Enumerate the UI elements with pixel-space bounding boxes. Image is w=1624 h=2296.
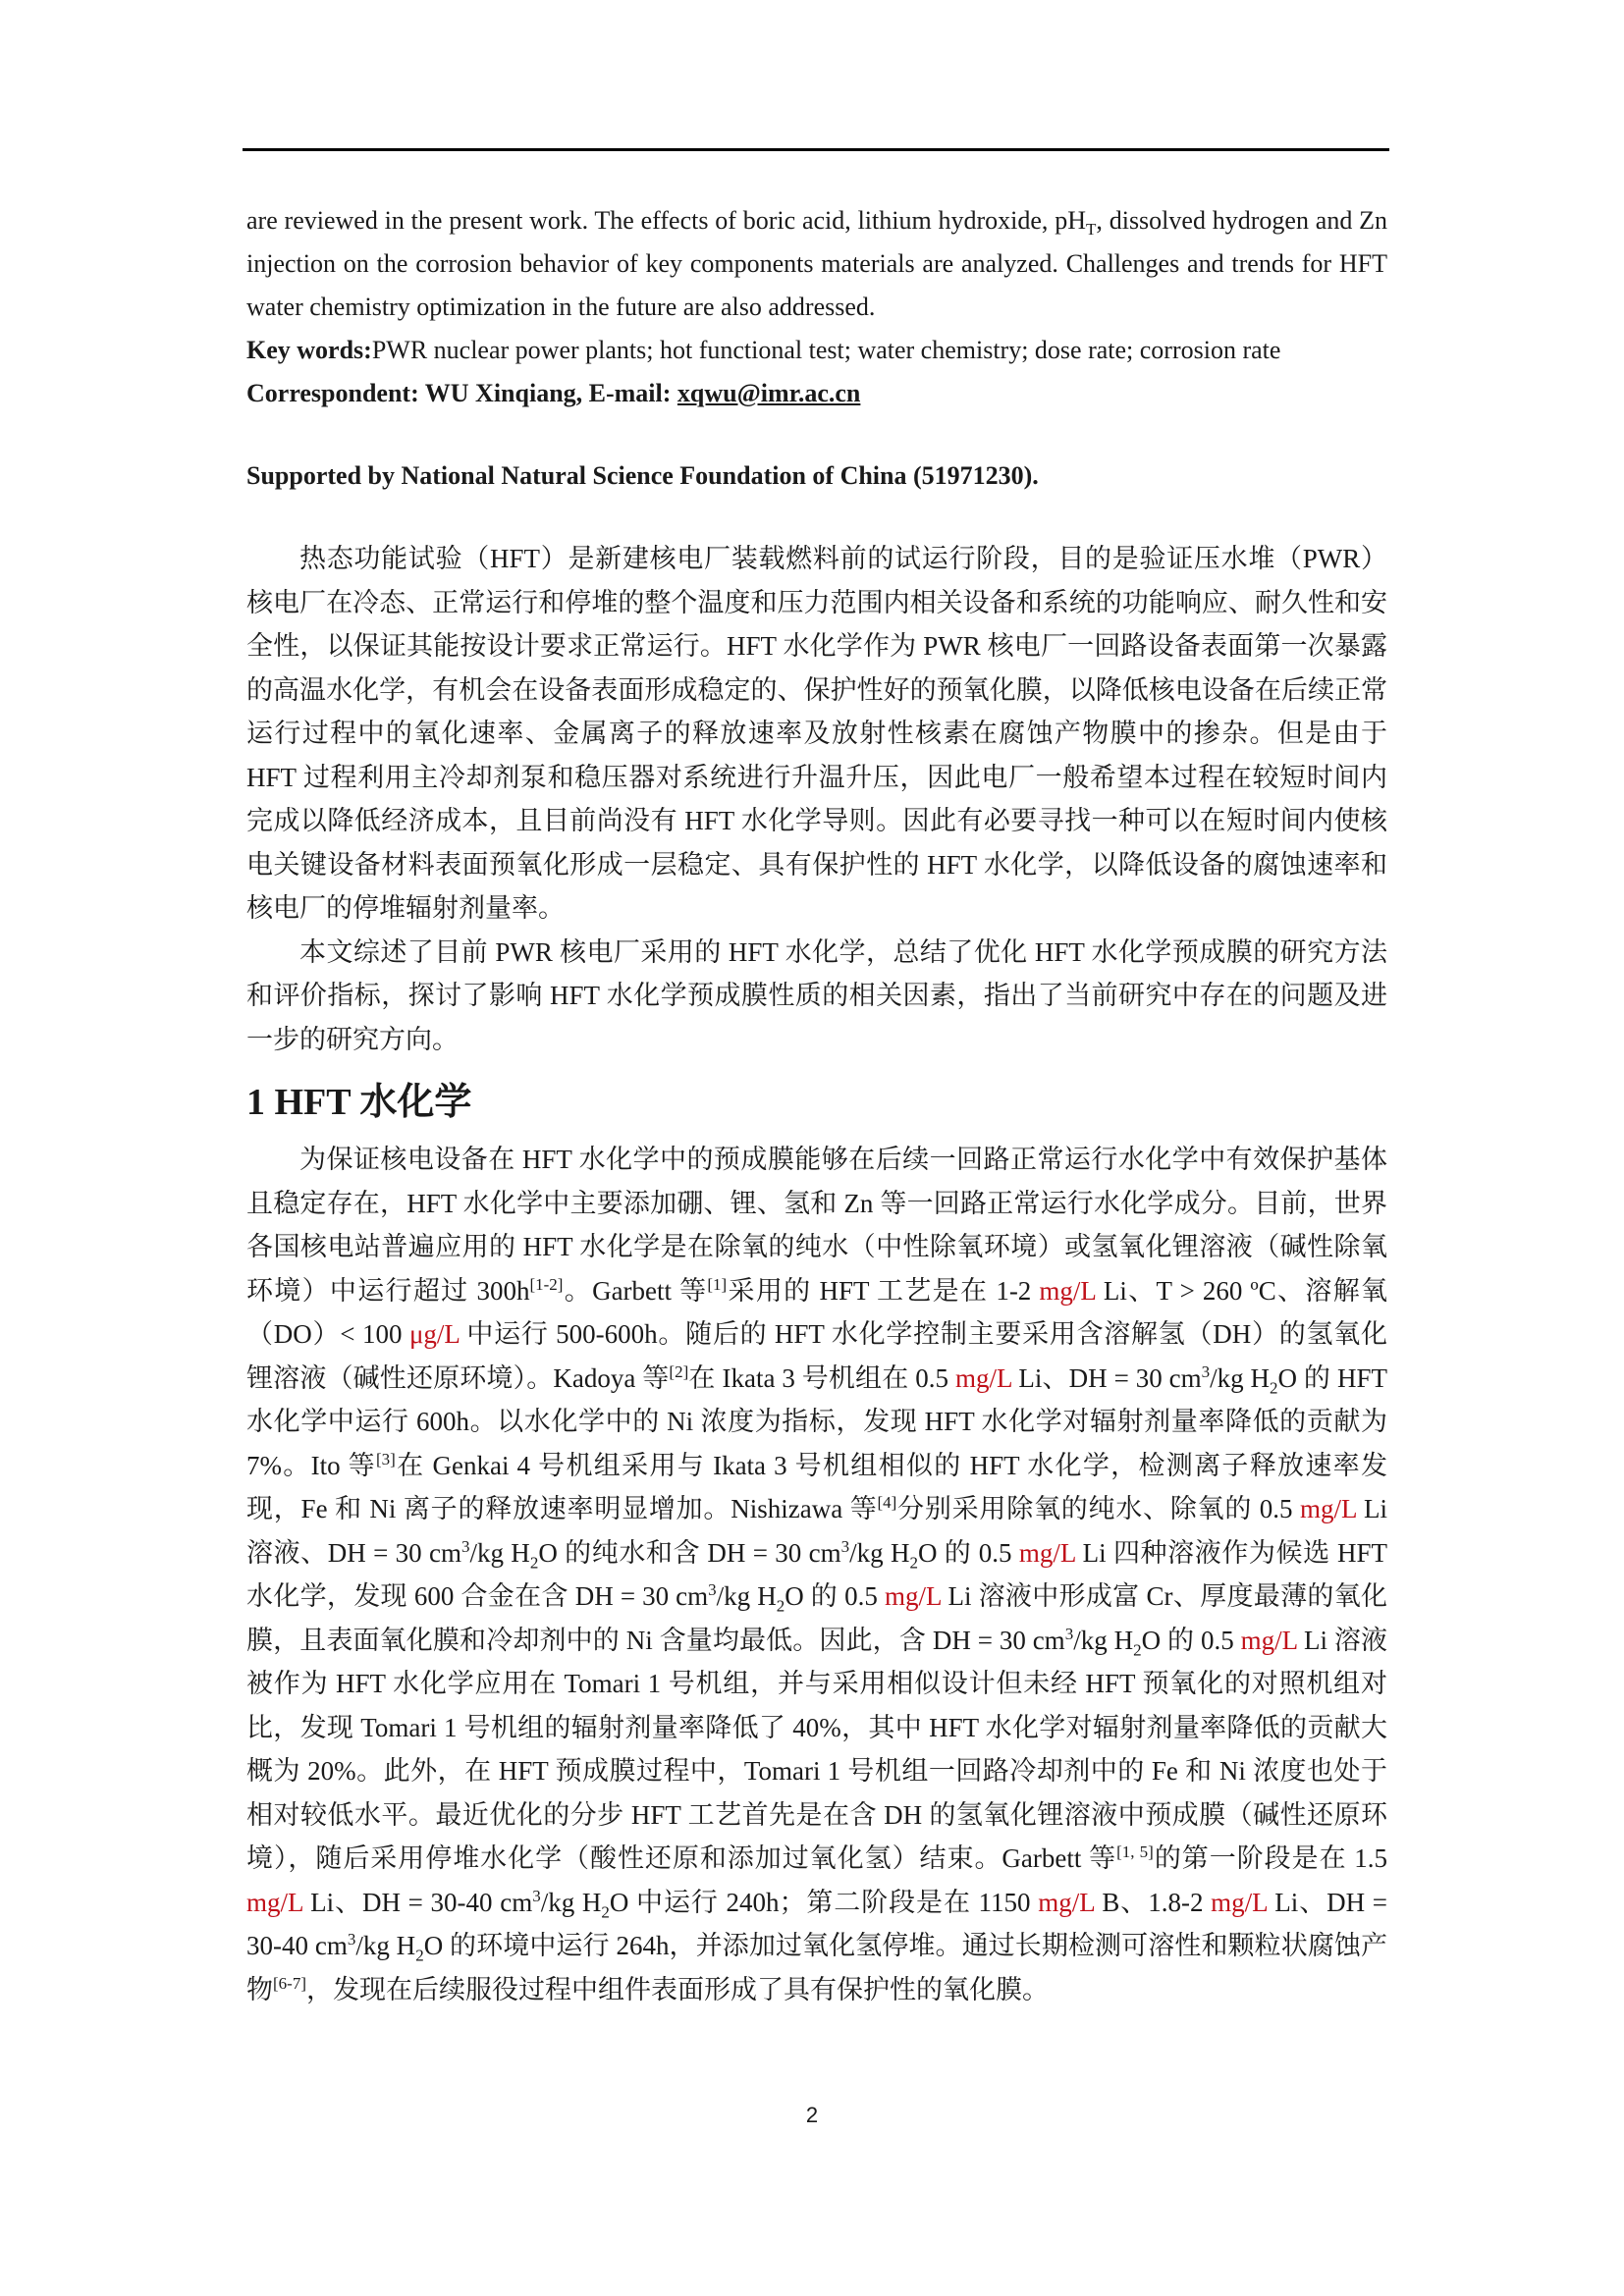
body-text: 分别采用除氧的纯水、除氧的 0.5 xyxy=(896,1494,1300,1523)
email-link[interactable]: xqwu@imr.ac.cn xyxy=(677,379,861,407)
body-text: B、1.8-2 xyxy=(1094,1887,1212,1917)
body-text: Li 溶液被作为 HFT 水化学应用在 Tomari 1 号机组，并与采用相似设计但未经 HFT 预氧化的对照机组对比，发现 Tomari 1 号机组的辐射剂量率降低了 40%，其中 HFT 水化学对辐射剂量率降低的贡献大概为 20%。此外，在 HFT 预成膜过程中，Tomari 1 号机组一回路冷却剂中的 Fe 和 Ni 浓度也处于相对较低水平。最近优化的分步 HFT 工艺首先是在含 DH 的氢氧化锂溶液中预成膜（碱性还原环境），随后采用停堆水化学（酸性还原和添加过氧化氢）结束。Garbett 等 xyxy=(246,1625,1388,1873)
superscript: 3 xyxy=(1201,1362,1211,1381)
intro-paragraph-2: 本文综述了目前 PWR 核电厂采用的 HFT 水化学，总结了优化 HFT 水化学预成膜的研究方法和评价指标，探讨了影响 HFT 水化学预成膜性质的相关因素，指出了当前研究中存在的问题及进一步的研究方向。 xyxy=(246,936,1387,1054)
unit-highlight: mg/L xyxy=(1039,1275,1096,1306)
body-text: Li 溶液、DH = 30 cm xyxy=(246,1494,1388,1568)
keywords-text: PWR nuclear power plants; hot functional test; water chemistry; dose rate; corrosion rate xyxy=(371,336,1281,364)
unit-highlight: mg/L xyxy=(1299,1494,1357,1523)
funding-note: Supported by National Natural Science Foundation of China (51971230). xyxy=(246,461,1039,490)
citation: [6-7] xyxy=(273,1973,306,1993)
body-text: 中运行 500-600h。随后的 HFT 水化学控制主要采用含溶解氢（DH）的氢氧化锂溶液（碱性还原环境）。Kadoya 等 xyxy=(246,1319,1387,1393)
body-text: O 的纯水和含 DH = 30 cm xyxy=(538,1537,841,1568)
citation: [1, 5] xyxy=(1116,1842,1154,1861)
unit-highlight: mg/L xyxy=(884,1581,942,1611)
body-text: 在 Ikata 3 号机组在 0.5 xyxy=(688,1362,955,1393)
abstract-text: Challenges and trends for HFT water chemistry optimization in the future are also addressed. xyxy=(246,249,1388,321)
unit-highlight: μg/L xyxy=(408,1319,460,1349)
correspondent-label: Correspondent: WU Xinqiang, E-mail: xyxy=(246,379,677,407)
abstract-text: are reviewed in the present work. The effects of boric acid, lithium hydroxide, pH xyxy=(246,206,1087,235)
superscript: 3 xyxy=(840,1536,850,1556)
body-text: /kg H xyxy=(469,1537,530,1568)
intro-paragraph-1: 热态功能试验（HFT）是新建核电厂装载燃料前的试运行阶段，目的是验证压水堆（PWR）核电厂在冷态、正常运行和停堆的整个温度和压力范围内相关设备和系统的功能响应、耐久性和安全性，以保证其能按设计要求正常运行。HFT 水化学作为 PWR 核电厂一回路设备表面第一次暴露的高温水化学，有机会在设备表面形成稳定的、保护性好的预氧化膜，以降低核电设备在后续正常运行过程中的氧化速率、金属离子的释放速率及放射性核素在腐蚀产物膜中的掺杂。但是由于 HFT 过程利用主冷却剂泵和稳压器对系统进行升温升压，因此电厂一般希望本过程在较短时间内完成以降低经济成本，且目前尚没有 HFT 水化学导则。因此有必要寻找一种可以在短时间内使核电关键设备材料表面预氧化形成一层稳定、具有保护性的 HFT 水化学，以降低设备的腐蚀速率和核电厂的停堆辐射剂量率。 xyxy=(246,544,1387,923)
body-text: /kg H xyxy=(1073,1625,1134,1655)
body-text: O 中运行 240h；第二阶段是在 1150 xyxy=(609,1887,1039,1917)
body-text: O 的 HFT 水化学中运行 600h。以水化学中的 Ni 浓度为指标，发现 HFT 水化学对辐射剂量率降低的贡献为 7%。Ito 等 xyxy=(246,1362,1388,1480)
page-body xyxy=(246,199,1387,2011)
body-text: O 的环境中运行 264h，并添加过氧化氢停堆。通过长期检测可溶性和颗粒状腐蚀产物 xyxy=(246,1931,1388,2004)
body-text: Li 四种溶液作为候选 HFT 水化学，发现 600 合金在含 DH = 30 cm xyxy=(246,1537,1387,1611)
subscript: 2 xyxy=(909,1552,918,1572)
unit-highlight: mg/L xyxy=(1018,1537,1076,1568)
page-number: 2 xyxy=(805,2103,819,2127)
abstract-end xyxy=(246,199,1387,329)
unit-highlight: mg/L xyxy=(1240,1625,1298,1655)
body-text: /kg H xyxy=(716,1581,777,1611)
superscript: 3 xyxy=(1064,1624,1074,1643)
subscript: 2 xyxy=(1133,1639,1142,1659)
keywords xyxy=(246,329,1387,372)
header-rule xyxy=(243,148,1389,151)
body-text: /kg H xyxy=(355,1931,416,1960)
subscript: 2 xyxy=(415,1946,424,1965)
body-text: ，发现在后续服役过程中组件表面形成了具有保护性的氧化膜。 xyxy=(305,1974,1049,2004)
body-text: /kg H xyxy=(540,1887,602,1917)
correspondent xyxy=(246,372,1387,415)
section-heading: 1 HFT 水化学 xyxy=(246,1082,472,1123)
unit-highlight: mg/L xyxy=(954,1362,1012,1393)
unit-highlight: mg/L xyxy=(246,1887,303,1917)
citation: [1-2] xyxy=(529,1274,564,1294)
body-text: Li 溶液中形成富 Cr、厚度最薄的氧化膜，且表面氧化膜和冷却剂中的 Ni 含量均最低。因此，含 DH = 30 cm xyxy=(246,1581,1387,1655)
superscript: 3 xyxy=(708,1580,717,1599)
citation: [4] xyxy=(877,1493,897,1512)
body-text: 为保证核电设备在 HFT 水化学中的预成膜能够在后续一回路正常运行水化学中有效保护基体且稳定存在，HFT 水化学中主要添加硼、锂、氢和 Zn 等一回路正常运行水化学成分。目前，世界各国核电站普遍应用的 HFT 水化学是在除氧的纯水（中性除氧环境）或氢氧化锂溶液（碱性除氧环境）中运行超过 300h xyxy=(246,1145,1387,1306)
section-paragraph xyxy=(246,1138,1387,2011)
abstract-text: hydrogen and Zn injection on the corrosion behavior of key components materials are analyzed. xyxy=(246,206,1388,278)
body-text: O 的 0.5 xyxy=(785,1581,885,1611)
body-text: O 的 0.5 xyxy=(917,1537,1019,1568)
keywords-label: Key words: xyxy=(246,336,372,364)
citation: [1] xyxy=(707,1274,728,1294)
subscript: 2 xyxy=(1270,1377,1278,1397)
superscript: 3 xyxy=(347,1930,356,1949)
body-text: /kg H xyxy=(849,1537,910,1568)
body-text: O 的 0.5 xyxy=(1141,1625,1241,1655)
body-text: Li、DH = 30-40 cm xyxy=(246,1887,1388,1960)
superscript: 3 xyxy=(532,1886,541,1905)
subscript: 2 xyxy=(529,1552,539,1572)
body-text: 采用的 HFT 工艺是在 1-2 xyxy=(727,1275,1040,1306)
body-text: Li、DH = 30-40 cm xyxy=(302,1887,533,1917)
subscript: 2 xyxy=(601,1901,610,1921)
subscript: 2 xyxy=(776,1596,785,1616)
citation: [2] xyxy=(669,1362,689,1381)
body-text: 的第一阶段是在 1.5 xyxy=(1153,1843,1388,1873)
subscript: T xyxy=(1086,220,1097,240)
body-text: Li、T > 260 ºC、溶解氧（DO）< 100 xyxy=(246,1275,1388,1349)
body-text: /kg H xyxy=(1210,1362,1271,1393)
body-text: 。Garbett 等 xyxy=(563,1275,708,1306)
unit-highlight: mg/L xyxy=(1211,1887,1268,1917)
body-text: 在 Genkai 4 号机组采用与 Ikata 3 号机组相似的 HFT 水化学，检测离子释放速率发现，Fe 和 Ni 离子的释放速率明显增加。Nishizawa 等 xyxy=(246,1450,1387,1523)
abstract-text: , dissolved xyxy=(1096,206,1206,235)
citation: [3] xyxy=(376,1449,396,1468)
superscript: 3 xyxy=(460,1536,470,1556)
body-text: Li、DH = 30 cm xyxy=(1011,1362,1202,1393)
unit-highlight: mg/L xyxy=(1038,1887,1095,1917)
